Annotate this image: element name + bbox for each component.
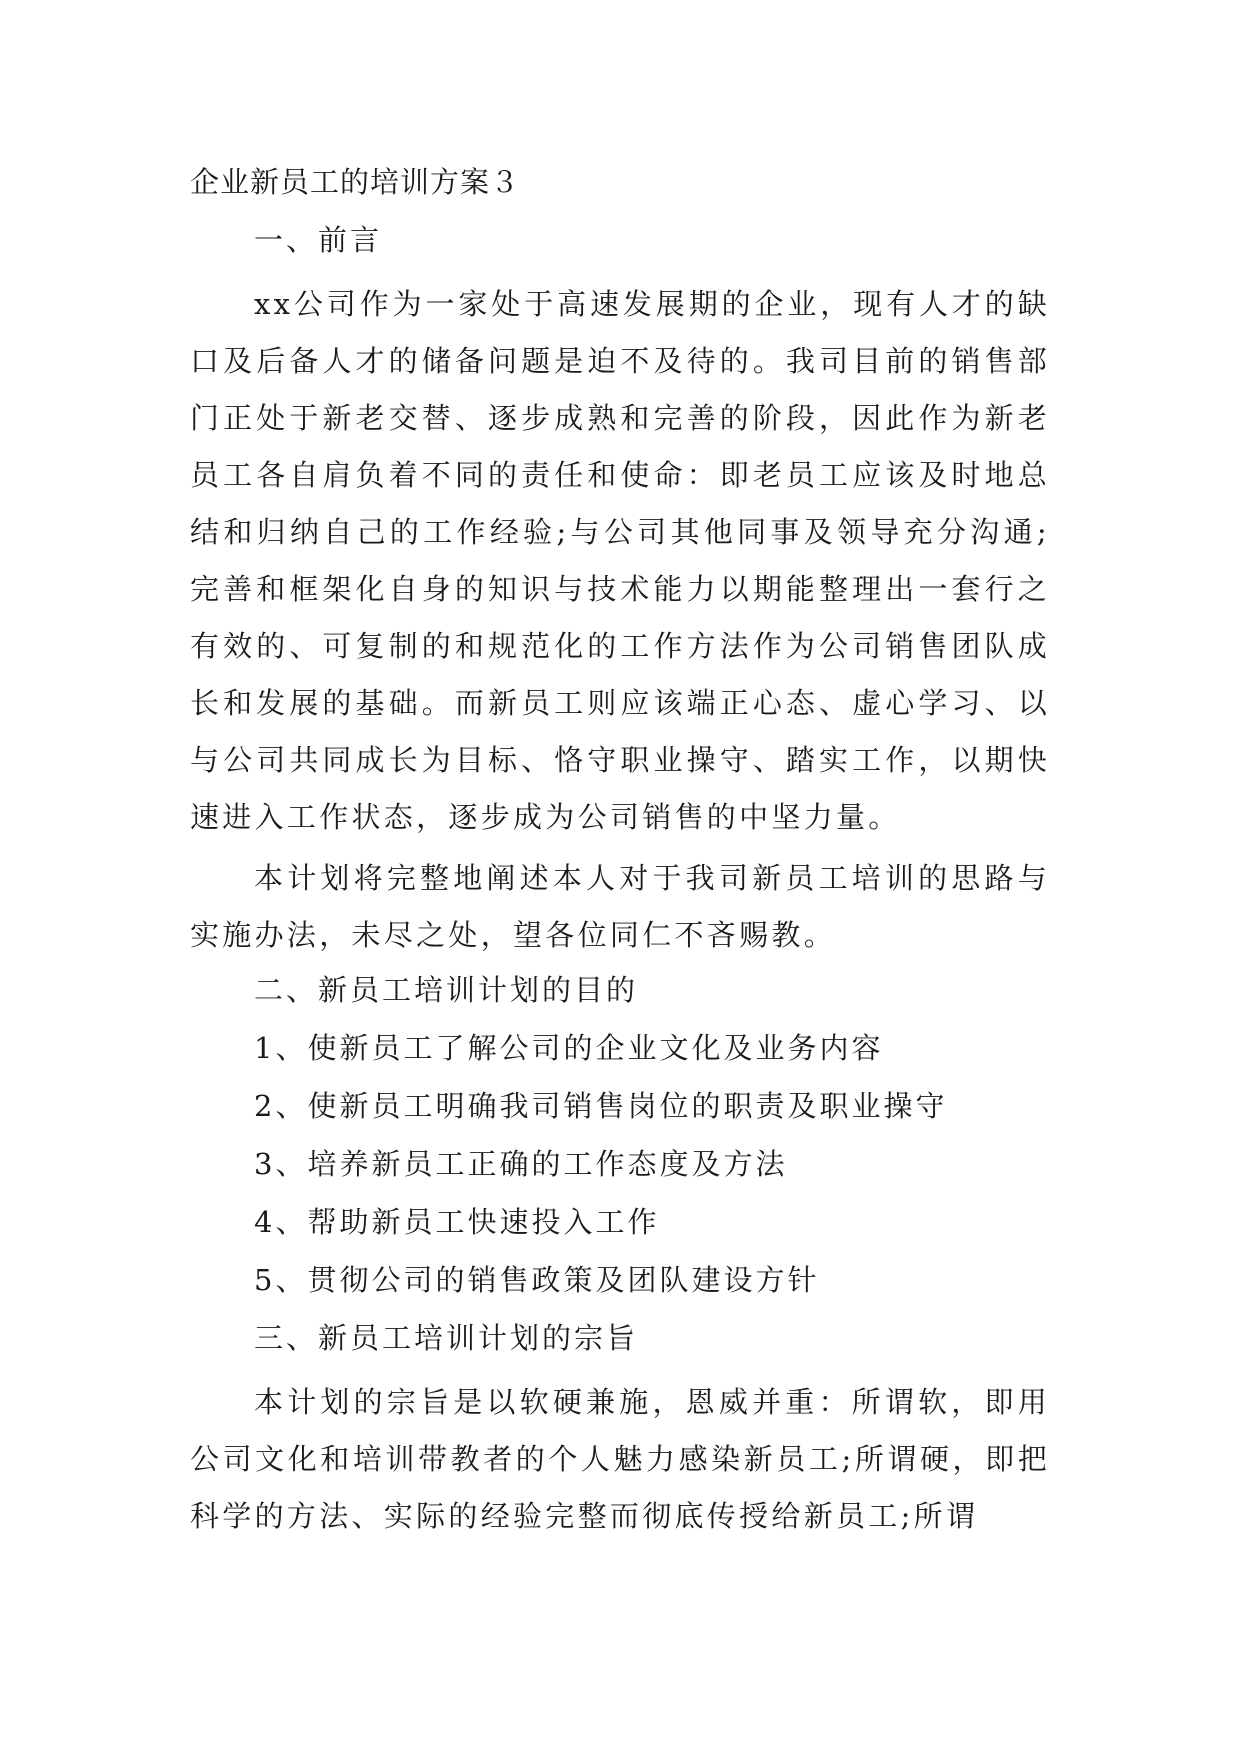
paragraph-principle-1: 本计划的宗旨是以软硬兼施，恩威并重：所谓软，即用公司文化和培训带教者的个人魅力感染新员工;所谓硬，即把科学的方法、实际的经验完整而彻底传授给新员工;所谓 [190, 1385, 1050, 1533]
list-item-purpose-4: 4、帮助新员工快速投入工作 [254, 1205, 660, 1239]
list-item-purpose-2: 2、使新员工明确我司销售岗位的职责及职业操守 [254, 1089, 948, 1123]
section-heading-principle: 三、新员工培训计划的宗旨 [254, 1321, 639, 1355]
section-heading-preface: 一、前言 [254, 223, 383, 257]
list-item-purpose-3: 3、培养新员工正确的工作态度及方法 [254, 1147, 788, 1181]
section-heading-purpose: 二、新员工培训计划的目的 [254, 973, 639, 1007]
paragraph-preface-1: xx公司作为一家处于高速发展期的企业，现有人才的缺口及后备人才的储备问题是迫不及待的。我司目前的销售部门正处于新老交替、逐步成熟和完善的阶段，因此作为新老员工各自肩负着不同的责任和使命：即老员工应该及时地总结和归纳自己的工作经验;与公司其他同事及领导充分沟通;完善和框架化自身的知识与技术能力以期能整理出一套行之有效的、可复制的和规范化的工作方法作为公司销售团队成长和发展的基础。而新员工则应该端正心态、虚心学习、以与公司共同成长为目标、恪守职业操守、踏实工作，以期快速进入工作状态，逐步成为公司销售的中坚力量。 [190, 287, 1050, 834]
document-title: 企业新员工的培训方案３ [190, 165, 521, 199]
paragraph-preface-2: 本计划将完整地阐述本人对于我司新员工培训的思路与实施办法，未尽之处，望各位同仁不吝赐教。 [190, 861, 1050, 952]
list-item-purpose-1: 1、使新员工了解公司的企业文化及业务内容 [254, 1031, 884, 1065]
list-item-purpose-5: 5、贯彻公司的销售政策及团队建设方针 [254, 1263, 820, 1297]
document-body [190, 160, 1050, 1545]
